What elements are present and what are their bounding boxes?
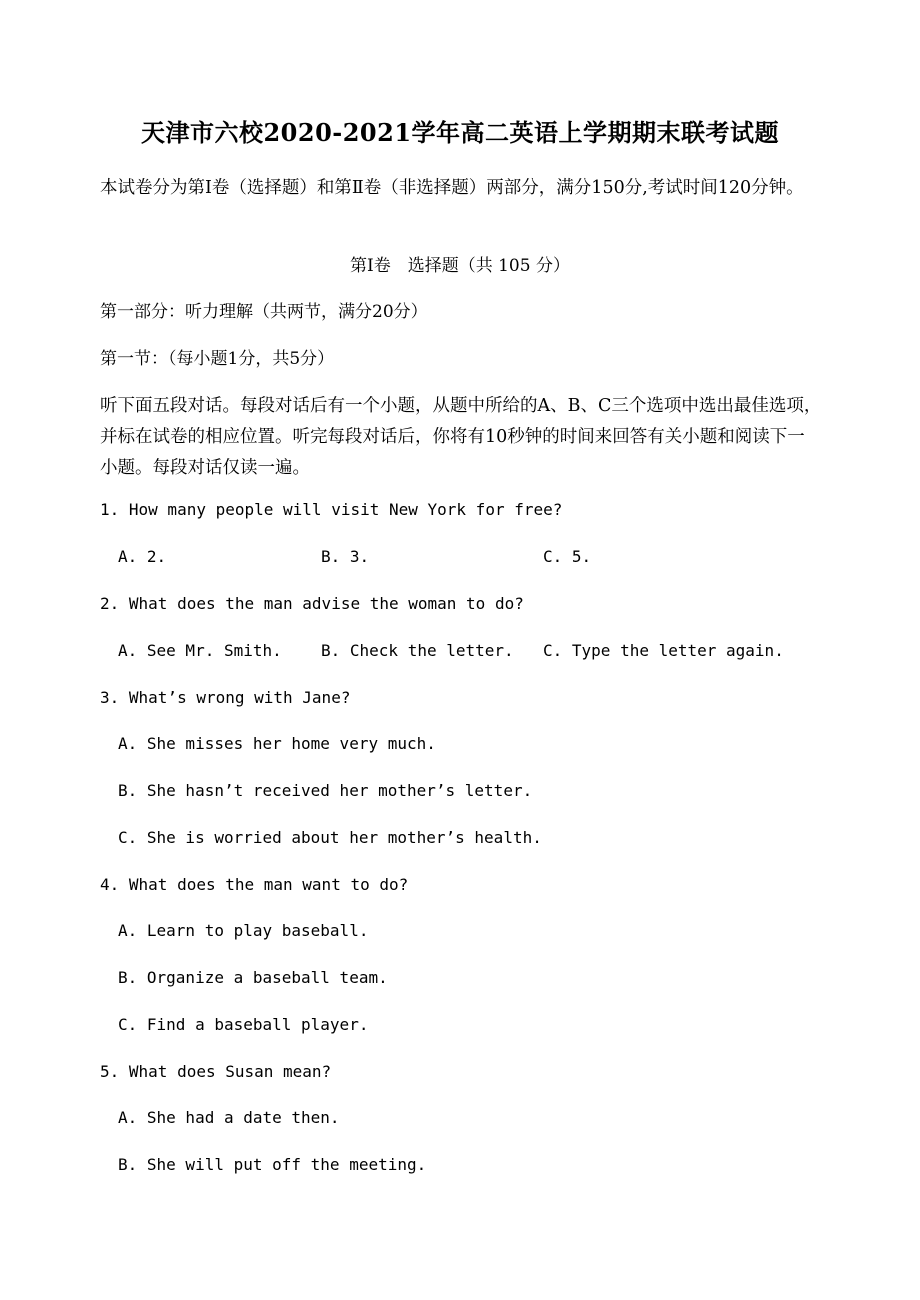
section-heading: 第一节：（每小题1分，共5分） — [100, 349, 335, 369]
option-b: B. Check the letter. — [321, 641, 514, 660]
option-c: C. She is worried about her mother’s health. — [118, 828, 542, 847]
question-stem: 1. How many people will visit New York for free? — [100, 500, 563, 519]
option-a: A. See Mr. Smith. — [118, 641, 282, 660]
option-a: A. She had a date then. — [118, 1108, 340, 1127]
option-c: C. Type the letter again. — [543, 641, 784, 660]
volume-heading: 第Ⅰ卷 选择题（共 105 分） — [350, 256, 570, 276]
option-c: C. Find a baseball player. — [118, 1015, 369, 1034]
option-b: B. She will put off the meeting. — [118, 1155, 427, 1174]
intro-paragraph: 本试卷分为第Ⅰ卷（选择题）和第Ⅱ卷（非选择题）两部分，满分150分,考试时间120分钟。 — [100, 178, 804, 198]
option-a: A. She misses her home very much. — [118, 734, 436, 753]
question-stem: 5. What does Susan mean? — [100, 1062, 332, 1081]
option-a: A. Learn to play baseball. — [118, 921, 369, 940]
option-b: B. She hasn’t received her mother’s letter. — [118, 781, 533, 800]
question-stem: 4. What does the man want to do? — [100, 875, 409, 894]
option-c: C. 5. — [543, 547, 592, 566]
instructions-paragraph: 听下面五段对话。每段对话后有一个小题，从题中所给的A、B、C三个选项中选出最佳选项，并标在试卷的相应位置。听完每段对话后，你将有10秒钟的时间来回答有关小题和阅读下一小题。每段对话仅读一遍。 — [100, 396, 822, 478]
option-b: B. Organize a baseball team. — [118, 968, 388, 987]
option-b: B. 3. — [321, 547, 370, 566]
question-stem: 2. What does the man advise the woman to do? — [100, 594, 524, 613]
part-heading: 第一部分：听力理解（共两节，满分20分） — [100, 302, 428, 322]
document-title: 天津市六校2020-2021学年高二英语上学期期末联考试题 — [140, 118, 780, 147]
question-stem: 3. What’s wrong with Jane? — [100, 688, 351, 707]
option-a: A. 2. — [118, 547, 167, 566]
